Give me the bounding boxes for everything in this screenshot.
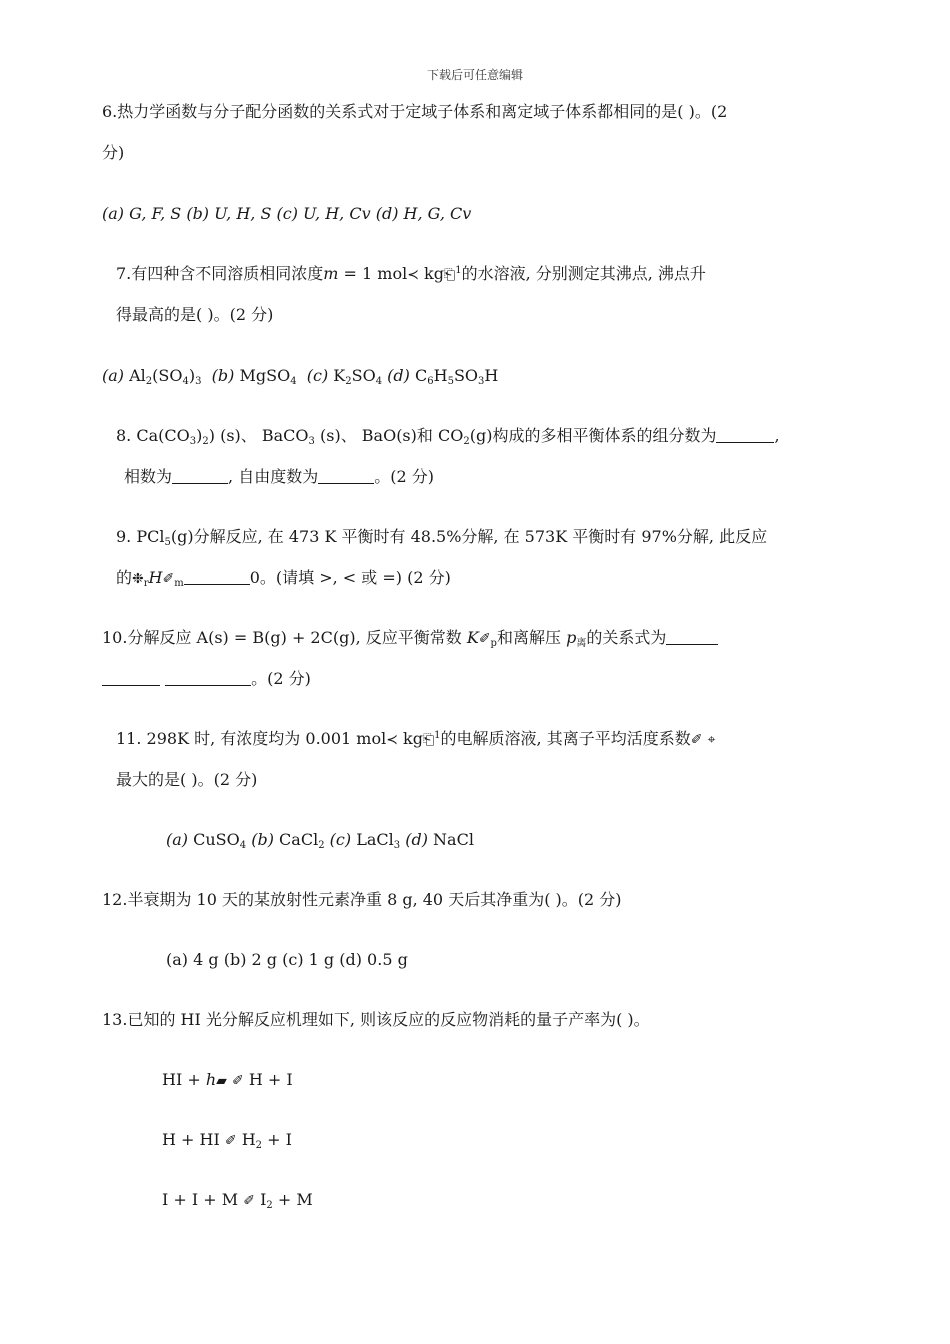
question-8-continued: 相数为 , 自由度数为 。(2 分) [124,467,434,486]
question-8: 8. $Ca(CO_3)_2$) (s)、 BaCO$_3$ (s)、 BaO(s)和 $CO_2(g)$构成的多相平衡体系的组分数为 , [116,426,780,447]
dot-glyph-icon: ≺ [386,732,398,748]
question-9-continued: 的$❉_rH✐_m$ 0。(请填 >, < 或 =) (2 分) [116,568,451,589]
question-text: 构成的多相平衡体系的组分数为 [492,426,717,445]
molality-symbol: m [323,264,339,283]
planck-symbol: h [205,1070,217,1089]
enthalpy-symbol: H [148,568,163,587]
minus-glyph-icon: ⎗ [443,267,456,283]
molality-value: = 1 mol [338,264,408,283]
question-number: 8. [116,426,132,445]
plus-minus-glyph-icon: ⌖ [707,732,716,748]
gamma-glyph-icon: ✐ [690,732,703,748]
question-text: 热力学函数与分子配分函数的关系式对于定域子体系和离定域子体系都相同的是( )。(2 [117,102,728,121]
question-text: 半衰期为 10 天的某放射性元素净重 8 g, 40 天后其净重为( )。(2 分) [127,890,622,909]
reaction-step-1: HI + h▰ ✐ H + I [162,1070,293,1089]
question-number: 10. [102,628,128,647]
question-7 [116,264,706,285]
question-6-continued: 分) [102,143,125,162]
question-12-options: (a) 4 g (b) 2 g (c) 1 g (d) 0.5 g [166,950,408,969]
reaction-step-2: H + HI ✐ $H_2 + I$ [162,1130,292,1151]
answer-blank [165,671,251,686]
question-text: 有四种含不同溶质相同浓度 [131,264,324,283]
question-10: 10.分解反应 A(s) = B(g) + 2C(g), 反应平衡常数 $K✐_p$和离解压 $p_离$的关系式为 [102,628,718,649]
question-number: 7. [116,264,132,283]
question-7-continued: 得最高的是( )。(2 分) [116,305,274,324]
standard-glyph-icon: ✐ [162,571,175,587]
arrow-glyph-icon: ✐ [232,1073,244,1089]
arrow-glyph-icon: ✐ [224,1133,237,1149]
answer-blank [172,469,228,484]
superscript: 1 [455,265,462,276]
question-text-2: 的水溶液, 分别测定其沸点, 沸点升 [461,264,706,283]
unit-kg: kg [418,264,444,283]
question-10-continued: 。(2 分) [102,669,311,689]
answer-blank [666,630,718,645]
minus-glyph-icon: ⎗ [422,732,435,748]
nu-glyph-icon: ▰ [216,1073,227,1089]
question-number: 12. [102,890,128,909]
pressure-symbol: p [566,628,577,647]
dot-glyph-icon: ≺ [407,267,419,283]
question-number: 13. [102,1010,128,1029]
question-11-continued: 最大的是( )。(2 分) [116,770,258,789]
question-11: 11. 298K 时, 有浓度均为 0.001 mol≺ kg⎗$^1$的电解质溶液, 其离子平均活度系数✐ ⌖ [116,729,716,748]
question-number: 9. [116,527,132,546]
answer-blank [318,469,374,484]
question-9: 9. PCl$_5$(g)分解反应, 在 473 K 平衡时有 48.5%分解, 在 573K 平衡时有 97%分解, 此反应 [116,527,768,548]
question-text: 分解反应 A(s) = B(g) + 2C(g), 反应平衡常数 [127,628,462,647]
reaction-step-3: I + I + M ✐ $I_2 + M$ [162,1190,313,1211]
delta-glyph-icon: ❉ [132,571,144,587]
question-7-options: (a) $Al_2(SO_4)_3$ (b) MgSO$_4$ (c) $K_2SO_4$ (d) $C_6H_5SO_3H$ [102,366,499,387]
question-text: 已知的 HI 光分解反应机理如下, 则该反应的反应物消耗的量子产率为( )。 [127,1010,650,1029]
equilibrium-constant-symbol: K [466,628,479,647]
question-6 [102,102,727,122]
arrow-glyph-icon: ✐ [243,1193,255,1209]
standard-glyph-icon: ✐ [478,631,491,647]
answer-blank [184,570,250,585]
question-12 [102,890,622,910]
answer-blank [716,428,774,443]
question-number: 6. [102,102,118,121]
page-header: 下载后可任意编辑 [426,68,523,82]
question-text: (g)分解反应, 在 473 K 平衡时有 48.5%分解, 在 573K 平衡时有 97%分解, 此反应 [170,527,768,546]
answer-blank [102,671,160,686]
question-text: 298K 时, 有浓度均为 0.001 mol [146,729,387,748]
question-number: 11. [116,729,142,748]
question-13 [102,1010,650,1030]
question-11-options: (a) CuSO$_4$ (b) CaCl$_2$ (c) LaCl$_3$ (d) NaCl [166,830,474,851]
question-6-options: (a) G, F, S (b) U, H, S (c) U, H, Cv (d) H, G, Cv [102,204,472,223]
